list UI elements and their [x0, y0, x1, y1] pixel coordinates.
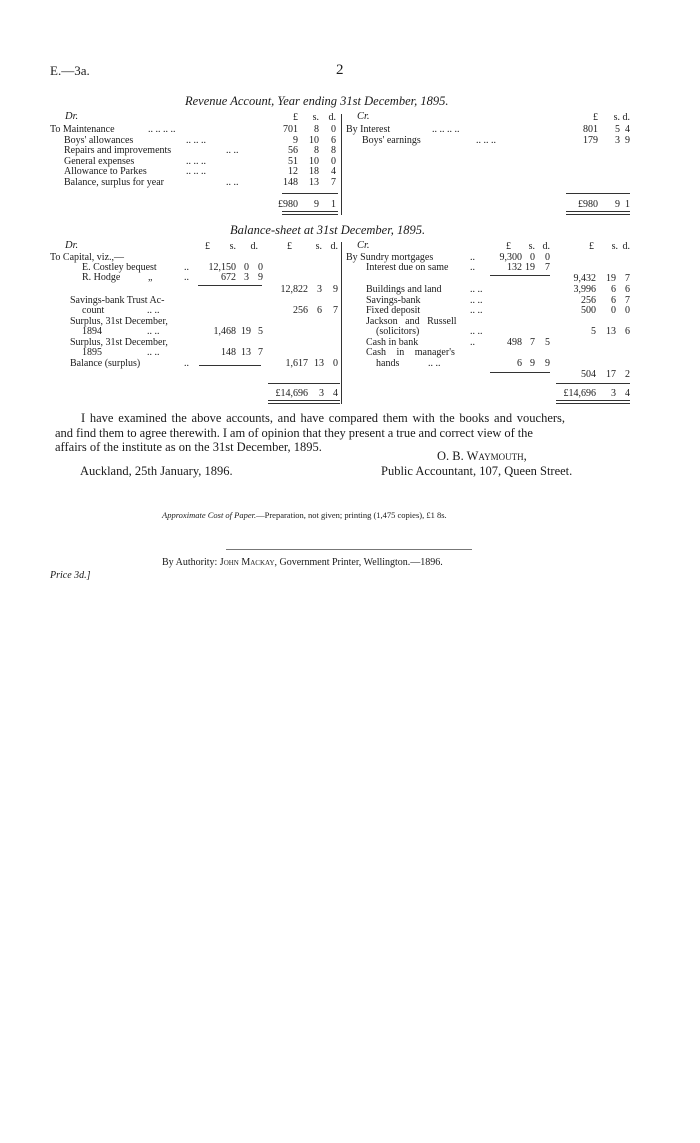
- surplus-1894-label-line1: Surplus, 31st December,: [70, 316, 168, 327]
- amount-shillings: 5: [615, 124, 620, 135]
- revenue-cr-total-shillings: 9: [615, 199, 620, 210]
- cash-hands-pounds: 6: [517, 358, 522, 369]
- amount-pounds: 12: [288, 166, 298, 177]
- savings-bank-pounds: 256: [581, 295, 596, 306]
- balance-dr-total-pounds: £14,696: [275, 388, 308, 399]
- authority-rule: [226, 549, 472, 550]
- amount-pence: 6: [331, 134, 336, 146]
- amount-pence: 8: [331, 145, 336, 156]
- balance-surplus-pounds: 1,617: [285, 358, 308, 369]
- hodge-pence: 9: [258, 272, 263, 283]
- printer-name: John Mackay: [219, 557, 275, 568]
- amount-pounds: 9: [293, 134, 298, 146]
- certificate-line-2: and find them to agree therewith. I am of opinion that they present a true and correct view of the: [55, 426, 533, 440]
- balance-cr-col2-pence-header: d.: [622, 241, 630, 252]
- surplus-1894-pounds: 1,468: [213, 326, 236, 337]
- capital-total-pence: 9: [333, 284, 338, 295]
- row-label: By Interest: [346, 124, 391, 135]
- buildings-pounds: 3,996: [573, 284, 596, 295]
- revenue-cr-double-rule: [566, 211, 630, 215]
- balance-surplus-shillings: 13: [314, 358, 324, 369]
- savings-trust-pence: 7: [333, 305, 338, 316]
- capital-heading: To Capital, viz.,—: [50, 252, 125, 263]
- costley-pounds: 12,150: [208, 262, 236, 273]
- amount-shillings: 13: [309, 176, 319, 188]
- document-reference: E.—3a.: [50, 63, 90, 78]
- amount-shillings: 10: [309, 155, 319, 167]
- cash-total-pounds: 504: [581, 369, 596, 380]
- mortgages-shillings: 0: [530, 252, 535, 263]
- cost-label: Approximate Cost of Paper.: [162, 510, 257, 520]
- revenue-dr-shilling-header: s.: [312, 112, 319, 123]
- balance-dr-double-rule: [268, 400, 340, 404]
- savings-bank-pence: 7: [625, 295, 630, 306]
- amount-pounds: 801: [583, 124, 598, 135]
- balance-cr-col1-pence-header: d.: [542, 241, 550, 252]
- signatory-name: O. B. Waymouth,: [437, 449, 527, 463]
- balance-dr-total-shillings: 3: [319, 388, 324, 399]
- balance-surplus-label: Balance (surplus): [70, 358, 141, 369]
- balance-dr-total-rule: [268, 383, 340, 384]
- leader-dots: .. ..: [147, 347, 160, 358]
- savings-trust-label-line1: Savings-bank Trust Ac-: [70, 295, 165, 306]
- buildings-label: Buildings and land: [366, 284, 442, 295]
- balance-sheet-title: Balance-sheet at 31st December, 1895.: [230, 223, 426, 237]
- interest-due-shillings: 19: [525, 262, 535, 273]
- surplus-1895-pence: 7: [258, 347, 263, 358]
- leader-dots: ..: [184, 262, 189, 273]
- amount-shillings: 3: [615, 134, 620, 146]
- balance-dr-label: Dr.: [65, 240, 79, 251]
- interest-due-label: Interest due on same: [366, 262, 449, 273]
- revenue-cr-total-pence: 1: [625, 199, 630, 210]
- cash-in-bank-shillings: 7: [530, 337, 535, 348]
- revenue-dr-pound-header: £: [293, 112, 298, 123]
- jackson-label-line2: (solicitors): [376, 326, 420, 337]
- balance-column-divider: [341, 242, 342, 404]
- amount-shillings: 18: [309, 166, 319, 177]
- hodge-pounds: 672: [221, 272, 236, 283]
- fixed-deposit-pence: 0: [625, 305, 630, 316]
- row-label: Allowance to Parkes: [64, 166, 147, 177]
- revenue-title: Revenue Account, Year ending 31st December, 1895.: [185, 94, 449, 108]
- row-label: To Maintenance: [50, 124, 115, 135]
- certificate-line-3: affairs of the institute as on the 31st December, 1895.: [55, 440, 322, 454]
- surplus-1895-label-line2: 1895: [82, 347, 102, 358]
- savings-trust-pounds: 256: [293, 305, 308, 316]
- fixed-deposit-label: Fixed deposit: [366, 305, 421, 316]
- amount-pounds: 56: [288, 145, 298, 156]
- revenue-cr-total-rule: [566, 193, 630, 194]
- costley-label: E. Costley bequest: [82, 262, 157, 273]
- revenue-cr-label: Cr.: [357, 111, 370, 122]
- row-label: Repairs and improvements: [64, 145, 172, 156]
- capital-subtotal-rule: [198, 285, 262, 286]
- jackson-shillings: 13: [606, 326, 616, 337]
- row-label: General expenses: [64, 155, 135, 167]
- place-and-date: Auckland, 25th January, 1896.: [80, 464, 233, 478]
- leader-dots: .. .. ..: [186, 166, 206, 177]
- revenue-dr-pence-header: d.: [328, 112, 336, 123]
- cash-hands-label-line1: Cash in manager's: [366, 347, 455, 358]
- cash-in-bank-pounds: 498: [507, 337, 522, 348]
- costley-shillings: 0: [244, 262, 249, 273]
- leader-dots: .. .. ..: [186, 155, 206, 167]
- cost-of-paper-note: [162, 511, 447, 520]
- amount-pounds: 148: [283, 176, 298, 188]
- jackson-label-line1: Jackson and Russell: [366, 316, 457, 327]
- cash-hands-label-line2: hands: [376, 358, 400, 369]
- balance-dr-col1-pound-header: £: [205, 241, 210, 252]
- balance-cr-col2-pound-header: £: [589, 241, 594, 252]
- leader-dots: .. .. .. ..: [432, 124, 460, 135]
- leader-dots: .. ..: [147, 305, 160, 316]
- cash-in-bank-label: Cash in bank: [366, 337, 419, 348]
- cash-total-shillings: 17: [606, 369, 616, 380]
- authority-suffix: , Government Printer, Wellington.—1896.: [274, 557, 443, 568]
- leader-dots: .. ..: [470, 284, 483, 295]
- balance-dr-col1-pence-header: d.: [250, 241, 258, 252]
- row-label: Balance, surplus for year: [64, 176, 164, 188]
- revenue-dr-total-shillings: 9: [314, 199, 319, 210]
- mortgages-total-pence: 7: [625, 273, 630, 284]
- balance-cr-label: Cr.: [357, 240, 370, 251]
- price-note: Price 3d.]: [50, 570, 91, 581]
- savings-trust-label-line2: count: [82, 305, 105, 316]
- mortgages-pounds: 9,300: [499, 252, 522, 263]
- balance-dr-col2-pence-header: d.: [330, 241, 338, 252]
- revenue-cr-total-pounds: £980: [578, 199, 598, 210]
- cost-text: —Preparation, not given; printing (1,475 copies), £1 8s.: [256, 510, 447, 520]
- cash-subtotal-rule: [490, 372, 550, 373]
- leader-dots: ..: [470, 337, 475, 348]
- leader-dots: .. .. ..: [476, 134, 496, 146]
- row-label: Boys' allowances: [64, 134, 134, 146]
- amount-shillings: 10: [309, 134, 319, 146]
- revenue-cr-shilling-header: s.: [613, 112, 620, 123]
- cash-hands-pence: 9: [545, 358, 550, 369]
- mortgages-label: By Sundry mortgages: [346, 252, 434, 263]
- interest-due-pence: 7: [545, 262, 550, 273]
- balance-dr-total-pence: 4: [333, 388, 338, 399]
- amount-pounds: 701: [283, 124, 298, 135]
- authority-line: [162, 558, 443, 568]
- cash-hands-shillings: 9: [530, 358, 535, 369]
- revenue-dr-total-pence: 1: [331, 199, 336, 210]
- revenue-cr-pound-header: £: [593, 112, 598, 123]
- amount-shillings: 8: [314, 145, 319, 156]
- leader-dots: .. ..: [470, 305, 483, 316]
- savings-bank-label: Savings-bank: [366, 295, 421, 306]
- amount-pence: 4: [625, 124, 630, 135]
- revenue-cr-pence-header: d.: [622, 112, 630, 123]
- cash-total-pence: 2: [625, 369, 630, 380]
- leader-dots: .. ..: [147, 326, 160, 337]
- page-number: 2: [336, 62, 344, 78]
- capital-total-shillings: 3: [317, 284, 322, 295]
- balance-cr-total-shillings: 3: [611, 388, 616, 399]
- balance-cr-col1-pound-header: £: [506, 241, 511, 252]
- amount-pence: 9: [625, 134, 630, 146]
- row-label: Boys' earnings: [362, 134, 421, 146]
- balance-dr-col1-shilling-header: s.: [229, 241, 236, 252]
- revenue-dr-double-rule: [282, 211, 338, 215]
- amount-pounds: 51: [288, 155, 298, 167]
- revenue-dr-total-rule: [282, 193, 338, 194]
- amount-shillings: 8: [314, 124, 319, 135]
- authority-prefix: By Authority:: [162, 557, 218, 568]
- savings-trust-shillings: 6: [317, 305, 322, 316]
- surplus-1895-label-line1: Surplus, 31st December,: [70, 337, 168, 348]
- balance-cr-col1-shilling-header: s.: [528, 241, 535, 252]
- leader-dots: .. ..: [226, 145, 239, 156]
- leader-dots: .. ..: [428, 358, 441, 369]
- balance-cr-total-pence: 4: [625, 388, 630, 399]
- mortgages-total-shillings: 19: [606, 273, 616, 284]
- jackson-pounds: 5: [591, 326, 596, 337]
- balance-cr-total-rule: [556, 383, 630, 384]
- revenue-dr-total-pounds: £980: [278, 199, 298, 210]
- mortgages-total-pounds: 9,432: [573, 273, 596, 284]
- leader-dots: .. ..: [470, 326, 483, 337]
- surplus-1894-pence: 5: [258, 326, 263, 337]
- leader-dots: ..: [184, 272, 189, 283]
- amount-pence: 0: [331, 155, 336, 167]
- leader-dots: .. ..: [470, 295, 483, 306]
- interest-due-pounds: 132: [507, 262, 522, 273]
- leader-dots: ..: [470, 252, 475, 263]
- savings-bank-shillings: 6: [611, 295, 616, 306]
- balance-cr-double-rule: [556, 400, 630, 404]
- surplus-1894-label-line2: 1894: [82, 326, 102, 337]
- capital-total-pounds: 12,822: [280, 284, 308, 295]
- amount-pence: 0: [331, 124, 336, 135]
- signatory-title: Public Accountant, 107, Queen Street.: [381, 464, 573, 478]
- leader-dots: ..: [470, 262, 475, 273]
- leader-dots: .. .. .. ..: [148, 124, 176, 135]
- hodge-shillings: 3: [244, 272, 249, 283]
- balance-cr-total-pounds: £14,696: [563, 388, 596, 399]
- costley-pence: 0: [258, 262, 263, 273]
- buildings-pence: 6: [625, 284, 630, 295]
- leader-dots: .. .. ..: [186, 134, 206, 146]
- surplus-1895-shillings: 13: [241, 347, 251, 358]
- mortgages-pence: 0: [545, 252, 550, 263]
- balance-cr-col2-shilling-header: s.: [611, 241, 618, 252]
- hodge-label: R. Hodge: [82, 272, 121, 283]
- fixed-deposit-pounds: 500: [581, 305, 596, 316]
- certificate-line-1: I have examined the above accounts, and have compared them with the books and vouchers,: [81, 411, 566, 425]
- amount-pence: 7: [331, 176, 336, 188]
- ditto-mark: „: [148, 272, 153, 283]
- balance-dr-col2-shilling-header: s.: [315, 241, 322, 252]
- revenue-column-divider: [341, 114, 342, 215]
- leader-dots: .. ..: [226, 176, 239, 188]
- balance-dr-col2-pound-header: £: [287, 241, 292, 252]
- cash-in-bank-pence: 5: [545, 337, 550, 348]
- revenue-dr-label: Dr.: [65, 111, 79, 122]
- surplus-1894-shillings: 19: [241, 326, 251, 337]
- leader-dots: ..: [184, 358, 189, 369]
- amount-pounds: 179: [583, 134, 598, 146]
- amount-pence: 4: [331, 166, 336, 177]
- surplus-subtotal-rule: [199, 365, 261, 366]
- jackson-pence: 6: [625, 326, 630, 337]
- fixed-deposit-shillings: 0: [611, 305, 616, 316]
- buildings-shillings: 6: [611, 284, 616, 295]
- surplus-1895-pounds: 148: [221, 347, 236, 358]
- mortgages-subtotal-rule: [490, 275, 550, 276]
- balance-surplus-pence: 0: [333, 358, 338, 369]
